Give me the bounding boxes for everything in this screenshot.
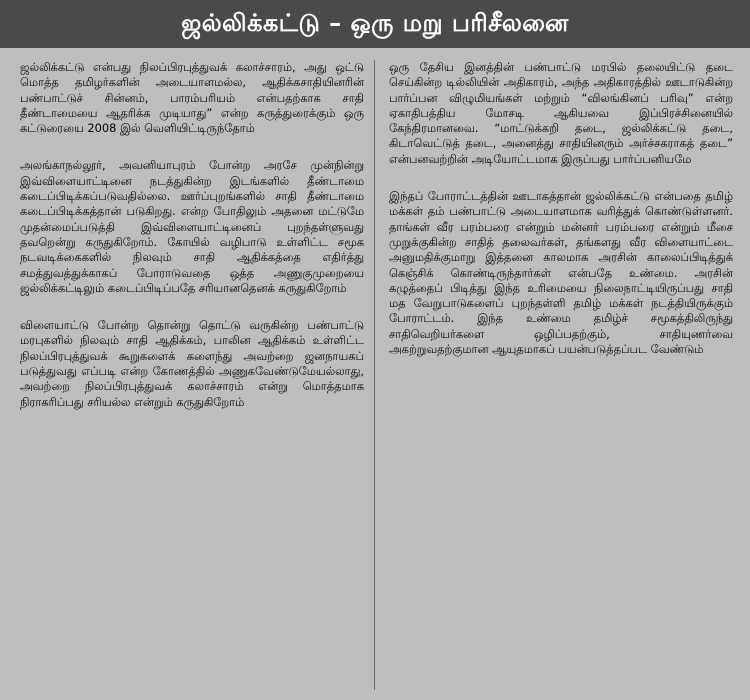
article-body	[0, 48, 750, 700]
paragraph-separator	[20, 306, 364, 318]
paragraph-separator	[389, 177, 733, 189]
right-column	[389, 60, 733, 700]
paragraph: அலங்காநல்லூர், அவனியாபுரம் போன்ற அரசே முன்நின்று இவ்விளையாட்டினை நடத்துகின்ற இடங்களில் தீண்டாமை கடைப்பிடிக்கப்படுவதில்லை. ஊர்ப்புறங்களில் சாதி தீண்டாமை கடைப்பிடிக்கத்தான் படுகிறது. என்ற போதிலும் அதனை மட்டுமே முதன்மைப்படுத்தி இவ்விளையாட்டினைப் புறந்தள்ளுவது தவறென்று கருதுகிறோம். கோயில் வழிபாடு உள்ளிட்ட சமூக நடவடிக்கைகளில் நிலவும் சாதி ஆதிக்கத்தை எதிர்த்து சமத்துவத்துக்காகப் போராடுவதை ஒத்த அணுகுமுறையை ஜல்லிக்கட்டிலும் கடைப்பிடிப்பதே சரியானதெனக் கருதுகிறோம்	[20, 158, 364, 295]
page-title-text: ஜல்லிக்கட்டு – ஒரு மறு பரிசீலனை	[181, 8, 569, 37]
paragraph: விளையாட்டு போன்ற தொன்று தொட்டு வருகின்ற பண்பாட்டு மரபுகளில் நிலவும் சாதி ஆதிக்கம், பாலின ஆதிக்கம் உள்ளிட்ட நிலப்பிரபுத்துவக் கூறுகளைக் களைந்து அவற்றை ஜனநாயகப் படுத்துவது எப்படி என்ற கோணத்தில் அணுகவேண்டுமேயல்லாது, அவற்றை நிலப்பிரபுத்துவக் கலாச்சாரம் என்று மொத்தமாக நிராகரிப்பது சரியல்ல என்றும் கருதுகிறோம்	[20, 318, 364, 409]
paragraph: ஒரு தேசிய இனத்தின் பண்பாட்டு மரபில் தலையிட்டு தடை செய்கின்ற டில்லியின் அதிகாரம், அந்த அதிகாரத்தில் ஊடாடுகின்ற பார்ப்பன விழுமியங்கள் மற்றும் “விலங்கினப் பரிவு” என்ற ஏகாதிபத்திய மோசடி ஆகியவை இப்பிரச்சினையில் கேந்திரமானவை. “மாட்டுக்கறி தடை, ஜல்லிக்கட்டு தடை, கிடாவெட்டுத் தடை, அனைத்து சாதியினரும் அர்ச்சகராகத் தடை” என்பனவற்றின் அடியோட்டமாக இருப்பது பார்ப்பனியமே	[389, 60, 733, 166]
paragraph-separator	[20, 146, 364, 158]
paragraph: ஜல்லிக்கட்டு என்பது நிலப்பிரபுத்துவக் கலாச்சாரம், அது ஒட்டு மொத்த தமிழர்களின் அடையாளமல்ல, ஆதிக்கசாதியினரின் பண்பாட்டுச் சின்னம், பாரம்பரியம் என்பதற்காக சாதி தீண்டாமையை ஆதரிக்க முடியாது” என்ற கருத்துரைக்கும் ஒரு கட்டுரையை 2008 இல் வெளியிட்டிருந்தோம்	[20, 60, 364, 136]
column-divider	[374, 60, 375, 690]
paragraph: இந்தப் போராட்டத்தின் ஊடாகத்தான் ஜல்லிக்கட்டு என்பதை தமிழ் மக்கள் தம் பண்பாட்டு அடையாளமாக வரித்துக் கொண்டுள்ளனர். தாங்கள் வீர பரம்பரை என்றும் மன்னர் பரம்பரை என்றும் மீசை முறுக்குகின்ற சாதித் தலைவர்கள், தங்களது வீர விளையாட்டை அனுமதிக்குமாறு இத்தனை காலமாக அரசின் காலைப்பிடித்துக் கெஞ்சிக் கொண்டிருந்தார்கள் என்பதே உண்மை. அரசின் கழுத்தைப் பிடித்து இந்த உரிமையை நிலைநாட்டியிருப்பது சாதி மத வேறுபாடுகளைப் புறந்தள்ளி தமிழ் மக்கள் நடத்தியிருக்கும் போராட்டம். இந்த உண்மை தமிழ்ச் சமூகத்திலிருந்து சாதிவெறியர்களை ஒழிப்பதற்கும், சாதியுணர்வை அகற்றுவதற்குமான ஆயுதமாகப் பயன்படுத்தப்பட வேண்டும்	[389, 189, 733, 357]
left-column	[20, 60, 364, 700]
page-title	[0, 0, 750, 48]
